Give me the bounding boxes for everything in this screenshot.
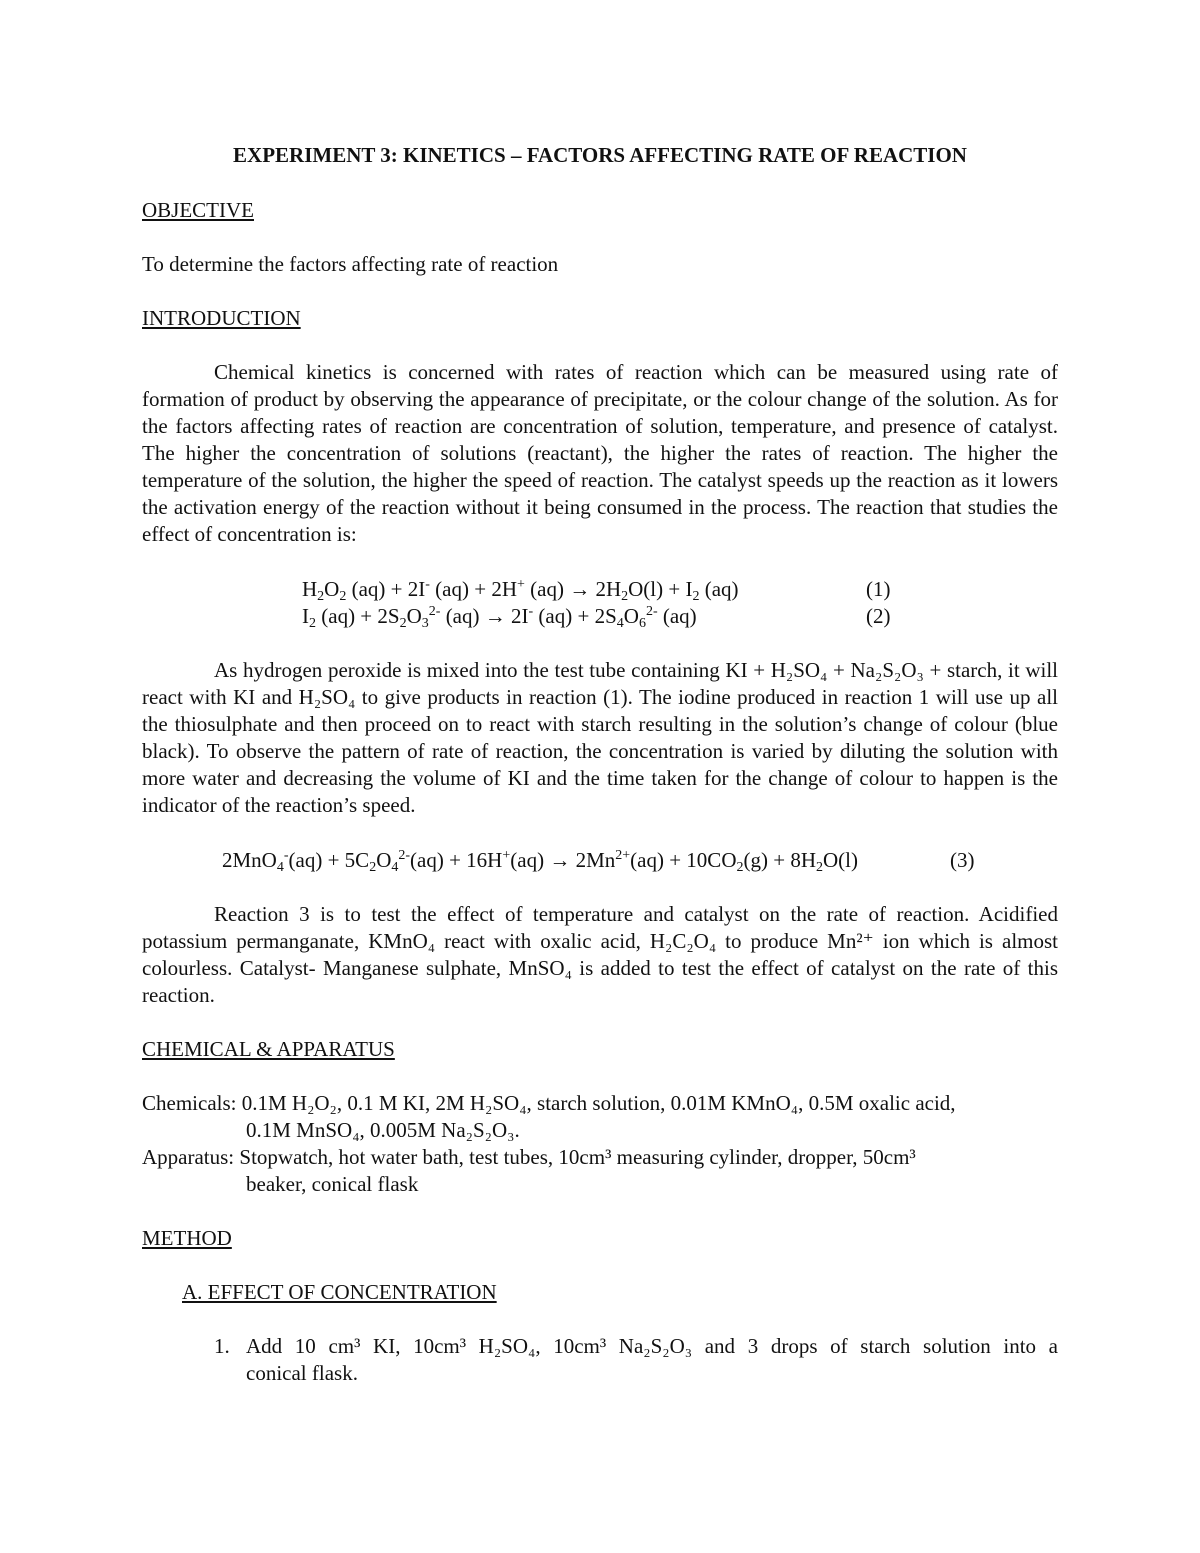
step-1-number: 1. bbox=[214, 1334, 230, 1358]
intro-paragraph-1-text: Chemical kinetics is concerned with rates of reaction which can be measured using rate of formation of product by observing the appearance of precipitate, or the colour change of the solution. As for the factors affecting rates of reaction are concentration of solution, temperature, and presence of catalyst. The higher the concentration of solutions (reactant), the higher the rates of reaction. The higher the temperature of the solution, the higher the speed of reaction. The catalyst speeds up the reaction as it lowers the activation energy of the reaction without it being consumed in the process. The reaction that studies the effect of concentration is: bbox=[142, 360, 1058, 546]
equation-2: $I_2$ $(aq) + 2S_2O_3^{2-}$ (aq) → 2I- $(aq) + 2S_4O_6^{2-}$ (aq) bbox=[302, 604, 697, 631]
intro-paragraph-3-text: Reaction 3 is to test the effect of temperature and catalyst on the rate of reaction. Acidified potassium permanganate, KMnO₄ react with oxalic acid, H₂C₂O₄ to produce Mn²⁺ ion which is almost colourless. Catalyst- Manganese sulphate, MnSO₄ is added to test the effect of catalyst on the rate of this reaction. bbox=[142, 902, 1058, 1007]
objective-heading: OBJECTIVE bbox=[142, 198, 254, 222]
apparatus-line-2: beaker, conical flask bbox=[246, 1172, 419, 1196]
equation-3-number: (3) bbox=[950, 848, 975, 872]
objective-text: To determine the factors affecting rate of reaction bbox=[142, 252, 559, 276]
introduction-heading: INTRODUCTION bbox=[142, 306, 301, 330]
intro-paragraph-2-text: As hydrogen peroxide is mixed into the test tube containing KI + H₂SO₄ + Na₂S₂O₃ + starch, it will react with KI and H₂SO₄ to give products in reaction (1). The iodine produced in reaction 1 will use up all the thiosulphate and then proceed on to react with starch resulting in the solution’s change of colour (blue black). To observe the pattern of rate of reaction, the concentration is varied by diluting the solution with more water and decreasing the volume of KI and the time taken for the change of colour to happen is the indicator of the reaction’s speed. bbox=[142, 658, 1058, 817]
intro-paragraph-2 bbox=[142, 657, 1058, 819]
chemicals-line-2: 0.1M MnSO₄, 0.005M Na₂S₂O₃. bbox=[246, 1118, 520, 1142]
step-1-line-1: Add 10 cm³ KI, 10cm³ H₂SO₄, 10cm³ Na₂S₂O₃ and 3 drops of starch solution into a bbox=[246, 1334, 1058, 1358]
chemicals-heading: CHEMICAL & APPARATUS bbox=[142, 1037, 395, 1061]
equation-1: $H_2O_2$ (aq) + 2I- (aq) + 2H+ $(aq) \to 2H_2O(l) + I_2$ (aq) bbox=[302, 577, 739, 604]
chemicals-line-1: Chemicals: 0.1M H₂O₂, 0.1 M KI, 2M H₂SO₄, starch solution, 0.01M KMnO₄, 0.5M oxalic acid, bbox=[142, 1091, 956, 1115]
section-a-heading: A. EFFECT OF CONCENTRATION bbox=[182, 1280, 497, 1304]
intro-paragraph-1 bbox=[142, 359, 1058, 548]
page-title: EXPERIMENT 3: KINETICS – FACTORS AFFECTING RATE OF REACTION bbox=[233, 143, 967, 167]
step-1-line-2: conical flask. bbox=[246, 1361, 358, 1385]
equation-2-number: (2) bbox=[866, 604, 891, 628]
equation-3: $2MnO_4^-(aq) + 5C_2O_4^{2-}(aq) + 16H^+(aq) \to 2Mn^{2+}(aq) + 10CO_2(g) + 8H_2O(l)$ bbox=[222, 848, 858, 875]
method-heading: METHOD bbox=[142, 1226, 232, 1250]
equation-1-number: (1) bbox=[866, 577, 891, 601]
apparatus-line-1: Apparatus: Stopwatch, hot water bath, test tubes, 10cm³ measuring cylinder, dropper, 50cm³ bbox=[142, 1145, 916, 1169]
intro-paragraph-3 bbox=[142, 901, 1058, 1009]
